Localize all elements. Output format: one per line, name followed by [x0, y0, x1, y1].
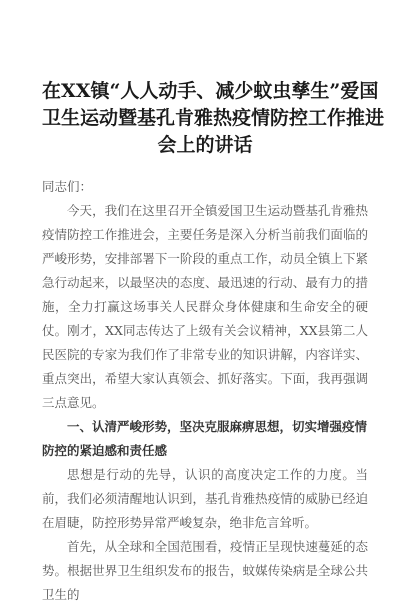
paragraph-opening: 今天，我们在这里召开全镇爱国卫生运动暨基孔肯雅热疫情防控工作推进会，主要任务是深入分析当前我们面临的严峻形势，安排部署下一阶段的重点工作，动员全镇上下紧急行动起来，以最坚决的态度、最迅速的行动、最有力的措施，全力打赢这场事关人民群众身体健康和生命安全的硬仗。刚才，XX同志传达了上级有关会议精神，XX县第二人民医院的专家为我们作了非常专业的知识讲解，内容详实、重点突出，希望大家认真领会、抓好落实。下面，我再强调三点意见。	[42, 203, 368, 410]
section-heading-1: 一、认清严峻形势，坚决克服麻痹思想，切实增强疫情防控的紧迫感和责任感	[42, 419, 368, 458]
paragraph-first-point: 首先，从全球和全国范围看，疫情正呈现快速蔓延的态势。根据世界卫生组织发布的报告，蚊媒传染病是全球公共卫生的	[42, 539, 368, 602]
salutation: 同志们：	[42, 179, 93, 194]
title-line-3: 会上的讲话	[157, 134, 253, 156]
paragraph-thinking: 思想是行动的先导，认识的高度决定工作的力度。当前，我们必须清醒地认识到，基孔肯雅热疫情的威胁已经迫在眉睫，防控形势异常严峻复杂，绝非危言耸听。	[42, 467, 368, 530]
title-line-1: 在XX镇“人人动手、减少蚊虫孳生”爱国	[42, 80, 379, 102]
title-line-2: 卫生运动暨基孔肯雅热疫情防控工作推进	[42, 107, 385, 129]
document-title	[42, 78, 385, 159]
